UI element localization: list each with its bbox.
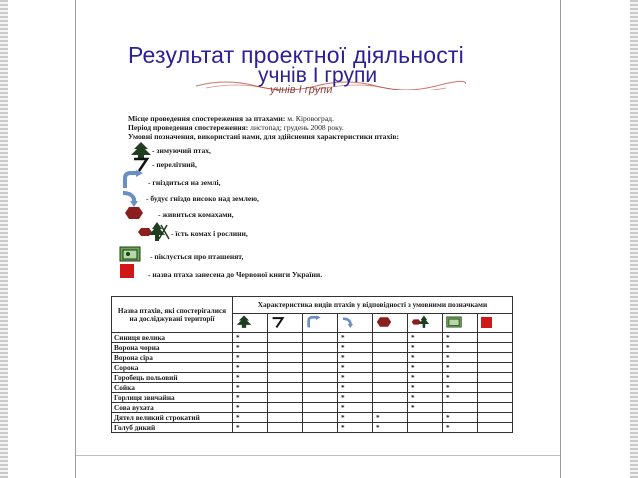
mark-cell <box>303 343 338 353</box>
bird-name: Ворона сіра <box>112 353 233 363</box>
mark-cell <box>373 373 408 383</box>
curved-arrow-down-icon <box>341 315 357 329</box>
mark-cell <box>303 403 338 413</box>
bird-name: Сорока <box>112 363 233 373</box>
mark-cell <box>373 343 408 353</box>
mark-cell: * <box>443 383 478 393</box>
period-label: Період проведення спостереження: <box>128 123 249 132</box>
chick-icon <box>446 316 462 328</box>
table-row <box>112 373 513 383</box>
mark-cell <box>373 333 408 343</box>
mark-cell: * <box>233 353 268 363</box>
red-square-icon <box>120 264 134 278</box>
table-row <box>112 413 513 423</box>
mark-cell <box>303 373 338 383</box>
seven-icon <box>271 315 285 329</box>
mark-cell: * <box>443 343 478 353</box>
place-value: м. Кіровоград. <box>287 114 334 123</box>
mark-cell: * <box>338 383 373 393</box>
legend-item-6: - їсть комах і рослини, <box>171 229 248 238</box>
mark-cell: * <box>338 333 373 343</box>
mark-cell <box>303 363 338 373</box>
mark-cell <box>478 393 513 403</box>
mark-cell <box>268 333 303 343</box>
mark-cell: * <box>233 393 268 403</box>
curve-arrow-icon <box>306 315 322 329</box>
mark-cell: * <box>338 363 373 373</box>
mark-cell: * <box>233 373 268 383</box>
mark-cell: * <box>338 343 373 353</box>
bird-name: Сова вухата <box>112 403 233 413</box>
mark-cell: * <box>408 363 443 373</box>
mark-cell: * <box>233 423 268 433</box>
curve-arrow-icon <box>121 170 145 190</box>
period-line <box>128 123 344 132</box>
table-row <box>112 393 513 403</box>
mark-cell: * <box>408 373 443 383</box>
mark-cell <box>373 383 408 393</box>
mark-cell <box>408 423 443 433</box>
right-edge-pattern <box>630 0 638 478</box>
mark-cell <box>373 403 408 413</box>
mark-cell <box>268 373 303 383</box>
mark-cell <box>268 413 303 423</box>
slide-title-line2: учнів І групи <box>258 64 378 87</box>
mark-cell: * <box>408 393 443 403</box>
col-icon-hexagon <box>373 314 408 333</box>
tree-icon <box>236 315 252 329</box>
mark-cell <box>303 393 338 403</box>
mark-cell <box>303 333 338 343</box>
bird-name: Сойка <box>112 383 233 393</box>
mark-cell <box>478 403 513 413</box>
bird-name: Ворона чорна <box>112 343 233 353</box>
legend-item-7: - піклується про пташенят, <box>150 252 244 261</box>
mark-cell <box>268 363 303 373</box>
table-row <box>112 423 513 433</box>
legend-item-2: - перелітний, <box>152 160 197 169</box>
mark-cell: * <box>233 363 268 373</box>
mark-cell <box>268 383 303 393</box>
hexagon-tree-icon <box>137 222 171 242</box>
mark-cell <box>268 343 303 353</box>
mark-cell <box>268 423 303 433</box>
mark-cell: * <box>443 423 478 433</box>
mark-cell: * <box>443 373 478 383</box>
bird-name: Синиця велика <box>112 333 233 343</box>
mark-cell <box>373 393 408 403</box>
mark-cell: * <box>443 333 478 343</box>
mark-cell: * <box>443 363 478 373</box>
mark-cell: * <box>443 413 478 423</box>
col-icon-hexagon-tree <box>408 314 443 333</box>
mark-cell: * <box>233 403 268 413</box>
birds-table <box>111 296 513 433</box>
mark-cell: * <box>443 353 478 363</box>
col-icon-red-square <box>478 314 513 333</box>
legend-item-4: - будує гніздо високо над землею, <box>146 194 259 203</box>
mark-cell <box>303 383 338 393</box>
mark-cell <box>478 423 513 433</box>
bird-name: Голуб дикий <box>112 423 233 433</box>
mark-cell: * <box>338 373 373 383</box>
mark-cell <box>303 423 338 433</box>
slide-title-line1: Результат проектної діяльності <box>128 42 464 68</box>
hexagon-tree-icon <box>411 315 433 329</box>
mark-cell: * <box>408 403 443 413</box>
mark-cell: * <box>338 353 373 363</box>
mark-cell <box>478 373 513 383</box>
mark-cell <box>478 343 513 353</box>
red-hexagon-icon <box>124 206 144 220</box>
characteristics-header: Характеристика видів птахів у відповідності з умовними позначками <box>233 297 513 314</box>
col-icon-tree <box>233 314 268 333</box>
mark-cell: * <box>408 333 443 343</box>
table-row <box>112 383 513 393</box>
bird-name: Дятел великий строкатий <box>112 413 233 423</box>
red-square-icon <box>481 317 492 328</box>
mark-cell <box>268 393 303 403</box>
slide-title-echo: учнів І групи <box>268 84 334 96</box>
mark-cell: * <box>373 413 408 423</box>
symbols-line: Умовні позначення, використані нами, для здійснення характеристики птахів: <box>128 132 400 141</box>
bird-name: Горлиця звичайна <box>112 393 233 403</box>
mark-cell: * <box>408 383 443 393</box>
mark-cell <box>408 413 443 423</box>
table-header-row <box>112 297 513 314</box>
legend-item-5: - живиться комахами, <box>158 210 234 219</box>
mark-cell: * <box>408 353 443 363</box>
mark-cell: * <box>233 343 268 353</box>
mark-cell <box>373 363 408 373</box>
mark-cell <box>478 333 513 343</box>
mark-cell <box>478 413 513 423</box>
curved-arrow-down-icon <box>120 189 144 207</box>
bottom-divider <box>76 455 560 456</box>
bird-name: Горобець польовий <box>112 373 233 383</box>
mark-cell <box>268 403 303 413</box>
place-label: Місце проведення спостереження за птахами: <box>128 114 286 123</box>
mark-cell: * <box>233 383 268 393</box>
col-icon-chick <box>443 314 478 333</box>
legend-item-3: - гніздиться на землі, <box>148 178 221 187</box>
red-hexagon-icon <box>376 316 392 328</box>
mark-cell: * <box>338 423 373 433</box>
mark-cell: * <box>233 413 268 423</box>
mark-cell <box>478 383 513 393</box>
legend-item-8: - назва птаха занесена до Червоної книги України. <box>148 270 323 279</box>
chick-icon <box>119 246 141 262</box>
col-icon-curve <box>303 314 338 333</box>
mark-cell: * <box>338 393 373 403</box>
table-row <box>112 353 513 363</box>
mark-cell <box>478 353 513 363</box>
mark-cell <box>373 353 408 363</box>
mark-cell <box>478 363 513 373</box>
col-icon-seven <box>268 314 303 333</box>
mark-cell <box>303 353 338 363</box>
right-border <box>560 0 561 478</box>
col-icon-arrow-down <box>338 314 373 333</box>
period-value: листопад; грудень 2008 року. <box>250 123 344 132</box>
table-row <box>112 343 513 353</box>
legend-item-1: - зимуючий птах, <box>152 146 211 155</box>
place-line <box>128 114 334 123</box>
mark-cell: * <box>373 423 408 433</box>
mark-cell: * <box>443 393 478 403</box>
table-row <box>112 363 513 373</box>
mark-cell <box>268 353 303 363</box>
mark-cell: * <box>338 413 373 423</box>
mark-cell <box>303 413 338 423</box>
table-row <box>112 333 513 343</box>
birds-column-header: Назва птахів, які спостерігалися на досліджувані території <box>112 297 233 333</box>
left-edge-pattern <box>0 0 8 478</box>
mark-cell: * <box>408 343 443 353</box>
mark-cell <box>443 403 478 413</box>
mark-cell: * <box>233 333 268 343</box>
table-row <box>112 403 513 413</box>
mark-cell: * <box>338 403 373 413</box>
